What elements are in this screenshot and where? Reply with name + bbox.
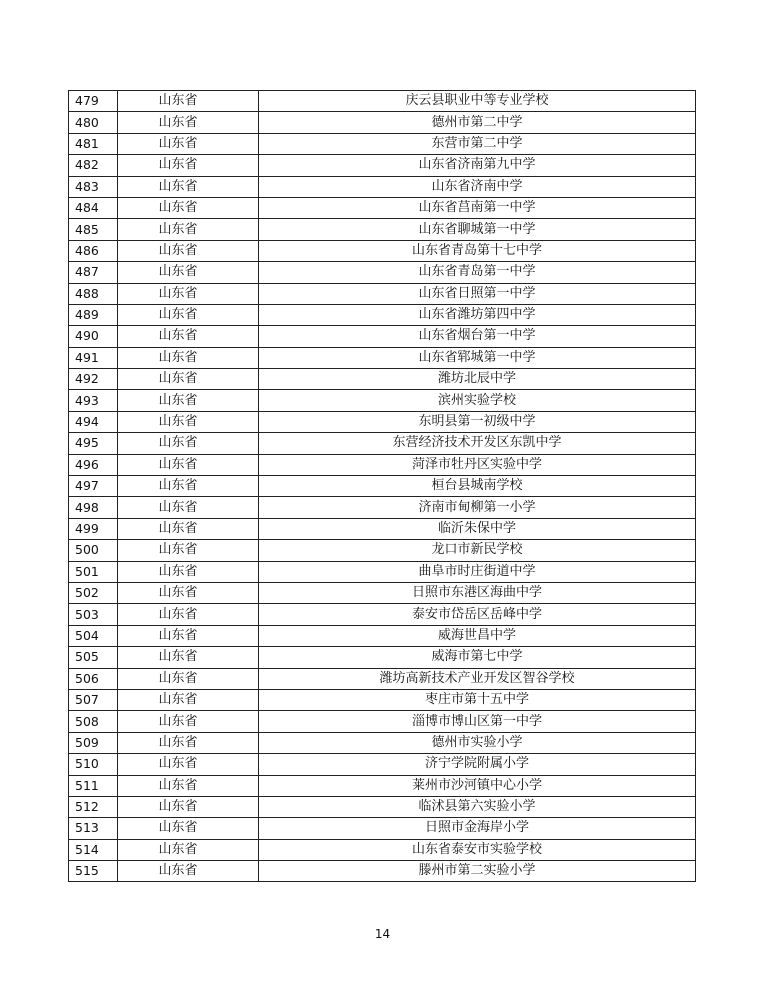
row-number: 510 bbox=[69, 754, 118, 775]
table-row bbox=[69, 369, 696, 390]
province-cell: 山东省 bbox=[118, 582, 259, 603]
province-cell: 山东省 bbox=[118, 668, 259, 689]
row-number: 498 bbox=[69, 497, 118, 518]
province-cell: 山东省 bbox=[118, 604, 259, 625]
row-number: 515 bbox=[69, 861, 118, 882]
row-number: 514 bbox=[69, 839, 118, 860]
row-number: 509 bbox=[69, 732, 118, 753]
table-row bbox=[69, 91, 696, 112]
school-name-cell: 菏泽市牡丹区实验中学 bbox=[259, 454, 696, 475]
row-number: 512 bbox=[69, 796, 118, 817]
table-row bbox=[69, 454, 696, 475]
school-name-cell: 山东省青岛第一中学 bbox=[259, 262, 696, 283]
row-number: 513 bbox=[69, 818, 118, 839]
row-number: 492 bbox=[69, 369, 118, 390]
table-row bbox=[69, 197, 696, 218]
row-number: 501 bbox=[69, 561, 118, 582]
school-name-cell: 济南市甸柳第一小学 bbox=[259, 497, 696, 518]
province-cell: 山东省 bbox=[118, 155, 259, 176]
table-row bbox=[69, 540, 696, 561]
province-cell: 山东省 bbox=[118, 497, 259, 518]
school-name-cell: 龙口市新民学校 bbox=[259, 540, 696, 561]
table-row bbox=[69, 732, 696, 753]
school-table bbox=[68, 90, 696, 882]
school-name-cell: 威海市第七中学 bbox=[259, 647, 696, 668]
row-number: 495 bbox=[69, 433, 118, 454]
table-row bbox=[69, 711, 696, 732]
province-cell: 山东省 bbox=[118, 347, 259, 368]
table-row bbox=[69, 754, 696, 775]
province-cell: 山东省 bbox=[118, 240, 259, 261]
school-name-cell: 东明县第一初级中学 bbox=[259, 411, 696, 432]
school-table-body bbox=[69, 91, 696, 882]
row-number: 499 bbox=[69, 518, 118, 539]
province-cell: 山东省 bbox=[118, 625, 259, 646]
province-cell: 山东省 bbox=[118, 176, 259, 197]
school-name-cell: 潍坊北辰中学 bbox=[259, 369, 696, 390]
row-number: 481 bbox=[69, 133, 118, 154]
school-name-cell: 德州市实验小学 bbox=[259, 732, 696, 753]
province-cell: 山东省 bbox=[118, 133, 259, 154]
province-cell: 山东省 bbox=[118, 711, 259, 732]
table-row bbox=[69, 497, 696, 518]
table-row bbox=[69, 433, 696, 454]
school-name-cell: 泰安市岱岳区岳峰中学 bbox=[259, 604, 696, 625]
province-cell: 山东省 bbox=[118, 262, 259, 283]
province-cell: 山东省 bbox=[118, 219, 259, 240]
province-cell: 山东省 bbox=[118, 796, 259, 817]
school-name-cell: 桓台县城南学校 bbox=[259, 476, 696, 497]
row-number: 483 bbox=[69, 176, 118, 197]
province-cell: 山东省 bbox=[118, 433, 259, 454]
school-name-cell: 庆云县职业中等专业学校 bbox=[259, 91, 696, 112]
page-number: 14 bbox=[374, 927, 391, 941]
school-name-cell: 淄博市博山区第一中学 bbox=[259, 711, 696, 732]
row-number: 506 bbox=[69, 668, 118, 689]
school-name-cell: 日照市金海岸小学 bbox=[259, 818, 696, 839]
row-number: 500 bbox=[69, 540, 118, 561]
table-row bbox=[69, 155, 696, 176]
school-name-cell: 山东省日照第一中学 bbox=[259, 283, 696, 304]
school-name-cell: 德州市第二中学 bbox=[259, 112, 696, 133]
province-cell: 山东省 bbox=[118, 304, 259, 325]
row-number: 505 bbox=[69, 647, 118, 668]
table-row bbox=[69, 390, 696, 411]
school-name-cell: 日照市东港区海曲中学 bbox=[259, 582, 696, 603]
province-cell: 山东省 bbox=[118, 775, 259, 796]
table-row bbox=[69, 689, 696, 710]
province-cell: 山东省 bbox=[118, 861, 259, 882]
table-row bbox=[69, 347, 696, 368]
school-name-cell: 山东省聊城第一中学 bbox=[259, 219, 696, 240]
province-cell: 山东省 bbox=[118, 561, 259, 582]
row-number: 485 bbox=[69, 219, 118, 240]
table-row bbox=[69, 240, 696, 261]
school-name-cell: 东营经济技术开发区东凯中学 bbox=[259, 433, 696, 454]
row-number: 479 bbox=[69, 91, 118, 112]
table-row bbox=[69, 262, 696, 283]
province-cell: 山东省 bbox=[118, 197, 259, 218]
school-name-cell: 山东省济南第九中学 bbox=[259, 155, 696, 176]
row-number: 489 bbox=[69, 304, 118, 325]
school-name-cell: 山东省郓城第一中学 bbox=[259, 347, 696, 368]
table-row bbox=[69, 647, 696, 668]
school-name-cell: 山东省泰安市实验学校 bbox=[259, 839, 696, 860]
school-name-cell: 山东省烟台第一中学 bbox=[259, 326, 696, 347]
province-cell: 山东省 bbox=[118, 647, 259, 668]
row-number: 496 bbox=[69, 454, 118, 475]
table-row bbox=[69, 796, 696, 817]
school-name-cell: 滨州实验学校 bbox=[259, 390, 696, 411]
table-row bbox=[69, 476, 696, 497]
table-row bbox=[69, 625, 696, 646]
table-row bbox=[69, 818, 696, 839]
school-name-cell: 山东省莒南第一中学 bbox=[259, 197, 696, 218]
province-cell: 山东省 bbox=[118, 411, 259, 432]
school-name-cell: 山东省潍坊第四中学 bbox=[259, 304, 696, 325]
table-row bbox=[69, 668, 696, 689]
table-row bbox=[69, 518, 696, 539]
table-row bbox=[69, 411, 696, 432]
school-name-cell: 东营市第二中学 bbox=[259, 133, 696, 154]
province-cell: 山东省 bbox=[118, 369, 259, 390]
province-cell: 山东省 bbox=[118, 283, 259, 304]
province-cell: 山东省 bbox=[118, 732, 259, 753]
table-row bbox=[69, 283, 696, 304]
table-row bbox=[69, 861, 696, 882]
province-cell: 山东省 bbox=[118, 326, 259, 347]
row-number: 511 bbox=[69, 775, 118, 796]
row-number: 490 bbox=[69, 326, 118, 347]
row-number: 503 bbox=[69, 604, 118, 625]
table-row bbox=[69, 775, 696, 796]
table-row bbox=[69, 561, 696, 582]
province-cell: 山东省 bbox=[118, 754, 259, 775]
row-number: 487 bbox=[69, 262, 118, 283]
school-name-cell: 山东省济南中学 bbox=[259, 176, 696, 197]
province-cell: 山东省 bbox=[118, 689, 259, 710]
table-row bbox=[69, 326, 696, 347]
province-cell: 山东省 bbox=[118, 818, 259, 839]
province-cell: 山东省 bbox=[118, 839, 259, 860]
school-name-cell: 山东省青岛第十七中学 bbox=[259, 240, 696, 261]
province-cell: 山东省 bbox=[118, 91, 259, 112]
row-number: 508 bbox=[69, 711, 118, 732]
table-row bbox=[69, 839, 696, 860]
row-number: 486 bbox=[69, 240, 118, 261]
school-name-cell: 潍坊高新技术产业开发区智谷学校 bbox=[259, 668, 696, 689]
table-row bbox=[69, 133, 696, 154]
table-row bbox=[69, 582, 696, 603]
row-number: 491 bbox=[69, 347, 118, 368]
province-cell: 山东省 bbox=[118, 540, 259, 561]
row-number: 484 bbox=[69, 197, 118, 218]
school-name-cell: 滕州市第二实验小学 bbox=[259, 861, 696, 882]
table-row bbox=[69, 604, 696, 625]
province-cell: 山东省 bbox=[118, 518, 259, 539]
province-cell: 山东省 bbox=[118, 112, 259, 133]
row-number: 488 bbox=[69, 283, 118, 304]
school-name-cell: 济宁学院附属小学 bbox=[259, 754, 696, 775]
table-row bbox=[69, 112, 696, 133]
school-name-cell: 曲阜市时庄街道中学 bbox=[259, 561, 696, 582]
row-number: 497 bbox=[69, 476, 118, 497]
row-number: 507 bbox=[69, 689, 118, 710]
row-number: 480 bbox=[69, 112, 118, 133]
row-number: 504 bbox=[69, 625, 118, 646]
school-name-cell: 威海世昌中学 bbox=[259, 625, 696, 646]
row-number: 493 bbox=[69, 390, 118, 411]
school-name-cell: 临沭县第六实验小学 bbox=[259, 796, 696, 817]
row-number: 502 bbox=[69, 582, 118, 603]
row-number: 482 bbox=[69, 155, 118, 176]
table-row bbox=[69, 304, 696, 325]
province-cell: 山东省 bbox=[118, 390, 259, 411]
table-row bbox=[69, 176, 696, 197]
province-cell: 山东省 bbox=[118, 476, 259, 497]
table-row bbox=[69, 219, 696, 240]
row-number: 494 bbox=[69, 411, 118, 432]
province-cell: 山东省 bbox=[118, 454, 259, 475]
school-name-cell: 枣庄市第十五中学 bbox=[259, 689, 696, 710]
school-list-sheet bbox=[68, 90, 695, 882]
school-name-cell: 莱州市沙河镇中心小学 bbox=[259, 775, 696, 796]
school-name-cell: 临沂朱保中学 bbox=[259, 518, 696, 539]
